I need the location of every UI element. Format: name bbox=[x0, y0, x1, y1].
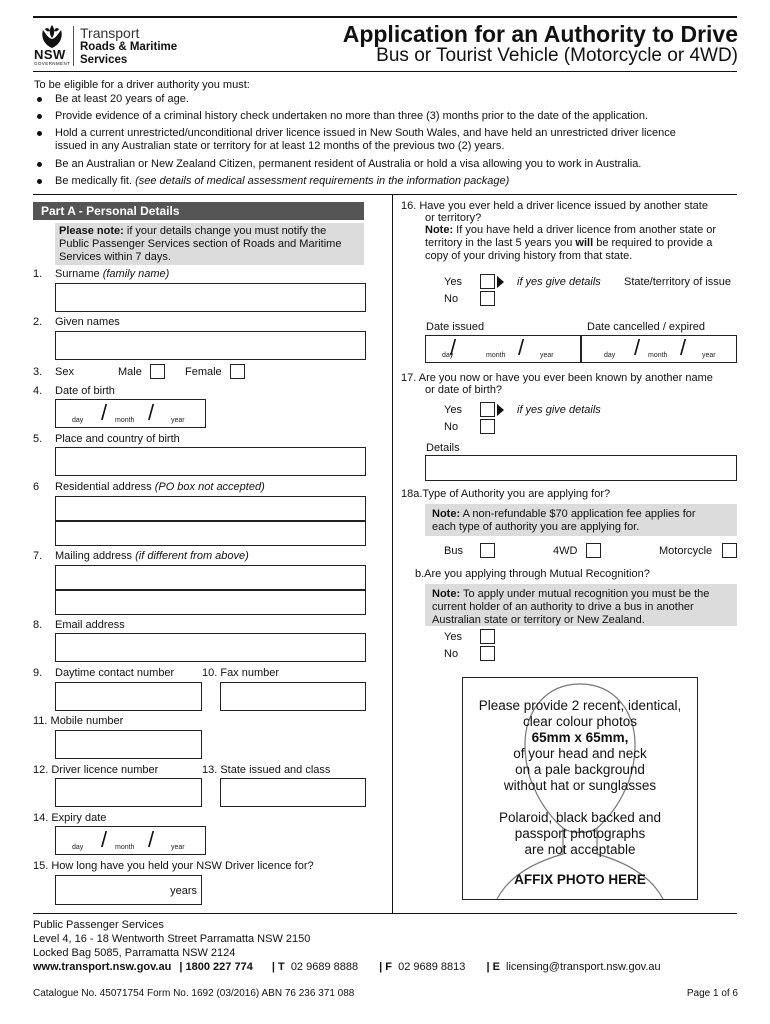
mailing-address-field-2[interactable] bbox=[55, 590, 366, 615]
year-hint: year bbox=[171, 844, 185, 851]
mailing-text: Mailing address bbox=[55, 550, 133, 562]
q2-number: 2. bbox=[33, 316, 43, 328]
state-territory-field[interactable] bbox=[624, 291, 737, 315]
motorcycle-label: Motorcycle bbox=[659, 545, 713, 557]
q16-note-line2 bbox=[425, 237, 712, 250]
eligibility-item-age: Be at least 20 years of age. bbox=[55, 93, 189, 105]
email-field[interactable] bbox=[55, 633, 366, 662]
mailing-address-label bbox=[55, 550, 249, 563]
email-label: Email address bbox=[55, 619, 125, 631]
day-hint: day bbox=[604, 352, 616, 359]
state-territory-label: State/territory of issue bbox=[624, 276, 731, 288]
date-separator: / bbox=[101, 400, 108, 425]
month-hint: month bbox=[115, 417, 135, 424]
surname-hint: (family name) bbox=[102, 268, 170, 280]
footer-website-link[interactable]: www.transport.nsw.gov.au bbox=[33, 961, 172, 973]
q17-yes-label: Yes bbox=[444, 404, 462, 416]
photo-line-8: passport photographs bbox=[514, 826, 646, 841]
day-hint: day bbox=[72, 417, 84, 424]
q18a-note-line2: each type of authority you are applying for. bbox=[432, 521, 640, 533]
logo-rms-line1: Roads & Maritime bbox=[80, 41, 178, 53]
bullet-icon bbox=[37, 162, 42, 167]
q1-number: 1. bbox=[33, 268, 43, 280]
birthplace-field[interactable] bbox=[55, 447, 366, 476]
residential-address-field-2[interactable] bbox=[55, 521, 366, 546]
q17-no-checkbox[interactable] bbox=[480, 419, 495, 434]
q18b-note-line1 bbox=[432, 588, 709, 601]
logo-rms-line2: Services bbox=[80, 54, 128, 66]
affix-photo-here: AFFIX PHOTO HERE bbox=[514, 872, 646, 887]
male-checkbox[interactable] bbox=[150, 364, 165, 379]
q18b-note-line3: Australian state or territory or New Zealand. bbox=[432, 614, 645, 626]
female-label: Female bbox=[185, 366, 222, 378]
male-label: Male bbox=[118, 366, 142, 378]
daytime-contact-field[interactable] bbox=[55, 682, 202, 711]
q16-no-label: No bbox=[444, 293, 459, 305]
arrow-right-icon bbox=[497, 404, 504, 416]
q16-yes-label: Yes bbox=[444, 276, 462, 288]
q16-note-line1 bbox=[425, 224, 716, 237]
q17-line1: 17. Are you now or have you ever been known by another name bbox=[401, 372, 713, 384]
year-hint: year bbox=[540, 352, 554, 359]
photo-instructions bbox=[463, 698, 697, 888]
year-hint: year bbox=[171, 417, 185, 424]
day-hint: day bbox=[72, 844, 84, 851]
eligibility-intro: To be eligible for a driver authority you must: bbox=[34, 79, 250, 91]
details-field[interactable] bbox=[425, 455, 737, 481]
q6-number: 6 bbox=[33, 481, 40, 493]
date-of-birth-field[interactable] bbox=[55, 399, 206, 428]
details-label: Details bbox=[426, 442, 460, 454]
driver-licence-number-field[interactable] bbox=[55, 778, 202, 807]
note-text: A non-refundable $70 application fee applies for bbox=[462, 508, 696, 520]
q7-number: 7. bbox=[33, 550, 43, 562]
fax-number-label: 10. Fax number bbox=[202, 667, 280, 679]
residential-hint: (PO box not accepted) bbox=[154, 481, 265, 493]
photo-line-5: on a pale background bbox=[515, 762, 645, 777]
q16-if-yes-label: if yes give details bbox=[517, 276, 601, 288]
q18b-note-line2: current holder of an authority to drive a bus in another bbox=[432, 601, 694, 613]
medical-note: (see details of medical assessment requirements in the information package) bbox=[135, 175, 510, 187]
note-label: Note: bbox=[425, 224, 454, 236]
q16-note-line3: copy of your driving history from that state. bbox=[425, 250, 633, 262]
photo-line-1: Please provide 2 recent, identical, bbox=[478, 698, 682, 713]
photo-line-7: Polaroid, black backed and bbox=[498, 810, 662, 825]
arrow-right-icon bbox=[497, 276, 504, 288]
note-text: be required to provide a bbox=[596, 237, 713, 249]
bullet-icon bbox=[37, 114, 42, 119]
surname-field[interactable] bbox=[55, 283, 366, 312]
footer-t-label: | T bbox=[271, 961, 285, 973]
footer-e-label: | E bbox=[486, 961, 500, 973]
photo-line-4: of your head and neck bbox=[513, 746, 647, 761]
q8-number: 8. bbox=[33, 619, 43, 631]
driver-licence-number-label: 12. Driver licence number bbox=[33, 764, 159, 776]
female-checkbox[interactable] bbox=[230, 364, 245, 379]
sex-label: Sex bbox=[55, 366, 74, 378]
date-issued-label: Date issued bbox=[426, 321, 485, 333]
photo-affix-area[interactable] bbox=[462, 677, 698, 900]
q17-line2: or date of birth? bbox=[425, 384, 503, 396]
eligibility-bottom-rule bbox=[33, 194, 737, 195]
expiry-date-field[interactable] bbox=[55, 826, 206, 855]
q16-line1: 16. Have you ever held a driver licence issued by another state bbox=[401, 200, 708, 212]
footer-email-link[interactable]: licensing@transport.nsw.gov.au bbox=[506, 961, 661, 973]
logo-transport-text: Transport bbox=[80, 25, 140, 41]
licence-duration-field[interactable] bbox=[55, 875, 202, 905]
fax-number-field[interactable] bbox=[220, 682, 366, 711]
q9-number: 9. bbox=[33, 667, 43, 679]
q16-no-checkbox[interactable] bbox=[480, 291, 495, 306]
date-separator: / bbox=[518, 335, 525, 360]
date-of-birth-label: Date of birth bbox=[55, 385, 115, 397]
page-title: Application for an Authority to Drive bbox=[342, 21, 738, 47]
footer-address-2: Locked Bag 5085, Parramatta NSW 2124 bbox=[33, 947, 236, 959]
footer-fax: 02 9689 8813 bbox=[398, 961, 466, 973]
eligibility-item-criminal-check: Provide evidence of a criminal history check undertaken no more than three (3) months prior to the date of the application. bbox=[55, 110, 649, 122]
note-label: Note: bbox=[432, 508, 461, 520]
date-separator: / bbox=[680, 335, 687, 360]
licence-duration-label: 15. How long have you held your NSW Driver licence for? bbox=[33, 860, 314, 872]
bullet-icon bbox=[37, 97, 42, 102]
day-hint: day bbox=[442, 352, 454, 359]
part-a-note-line1 bbox=[59, 225, 326, 238]
eligibility-item-licence-1: Hold a current unrestricted/unconditional driver licence issued in New South Wales, and have held an unrestricted driver licence bbox=[55, 127, 676, 139]
surname-label: Surname bbox=[55, 268, 100, 280]
date-cancelled-field[interactable] bbox=[581, 335, 737, 363]
eligibility-item-licence-2: issued in any Australian state or territory for at least 12 months of the previous two (2) years. bbox=[55, 140, 505, 152]
4wd-checkbox[interactable] bbox=[586, 543, 601, 558]
eligibility-item-citizenship: Be an Australian or New Zealand Citizen, permanent resident of Australia or hold a visa allowing you to work in Australia. bbox=[55, 158, 642, 170]
logo-divider bbox=[73, 26, 74, 66]
part-a-note-line2: Public Passenger Services section of Roads and Maritime bbox=[59, 238, 342, 250]
footer-contact-line bbox=[33, 961, 661, 974]
q16-line2: or territory? bbox=[425, 212, 482, 224]
note-text: If you have held a driver licence from another state or bbox=[456, 224, 717, 236]
footer-catalogue: Catalogue No. 45071754 Form No. 1692 (03/2016) ABN 76 236 371 088 bbox=[33, 988, 355, 999]
date-separator: / bbox=[450, 335, 457, 360]
given-names-label: Given names bbox=[55, 316, 120, 328]
state-issued-label: 13. State issued and class bbox=[202, 764, 331, 776]
photo-line-2: clear colour photos bbox=[522, 714, 638, 729]
photo-line-3: 65mm x 65mm, bbox=[531, 730, 629, 745]
footer-telephone: 02 9689 8888 bbox=[290, 961, 359, 973]
q18b-label: b.Are you applying through Mutual Recognition? bbox=[415, 568, 650, 580]
residential-address-field-1[interactable] bbox=[55, 496, 366, 521]
residential-text: Residential address bbox=[55, 481, 152, 493]
page-subtitle: Bus or Tourist Vehicle (Motorcycle or 4WD) bbox=[376, 45, 738, 66]
note-emphasis: will bbox=[575, 237, 594, 249]
q16-yes-checkbox[interactable] bbox=[480, 274, 495, 289]
date-separator: / bbox=[148, 827, 155, 852]
date-separator: / bbox=[634, 335, 641, 360]
q18b-yes-checkbox[interactable] bbox=[480, 629, 495, 644]
month-hint: month bbox=[486, 352, 506, 359]
q17-no-label: No bbox=[444, 421, 459, 433]
note-text: To apply under mutual recognition you must be the bbox=[462, 588, 710, 600]
mobile-number-label: 11. Mobile number bbox=[33, 715, 124, 727]
q4-number: 4. bbox=[33, 385, 43, 397]
photo-line-9: are not acceptable bbox=[524, 842, 636, 857]
note-text: if your details change you must notify the bbox=[126, 225, 327, 237]
note-label: Please note: bbox=[59, 225, 124, 237]
bullet-icon bbox=[37, 179, 42, 184]
4wd-label: 4WD bbox=[553, 545, 578, 557]
note-text: territory in the last 5 years you bbox=[425, 237, 573, 249]
q17-yes-checkbox[interactable] bbox=[480, 402, 495, 417]
footer-address-1: Level 4, 16 - 18 Wentworth Street Parramatta NSW 2150 bbox=[33, 933, 311, 945]
years-unit: years bbox=[170, 885, 197, 897]
logo-nsw-text: NSW bbox=[34, 47, 66, 62]
note-label: Note: bbox=[432, 588, 461, 600]
q1-label bbox=[55, 268, 169, 281]
date-issued-field[interactable] bbox=[425, 335, 581, 363]
bus-checkbox[interactable] bbox=[480, 543, 495, 558]
footer-top-rule bbox=[33, 913, 737, 914]
bus-label: Bus bbox=[444, 545, 463, 557]
mobile-number-field[interactable] bbox=[55, 730, 202, 759]
part-a-header bbox=[33, 202, 364, 220]
month-hint: month bbox=[648, 352, 668, 359]
q17-if-yes-label: if yes give details bbox=[517, 404, 601, 416]
q18b-no-label: No bbox=[444, 648, 459, 660]
logo-government-text: GOVERNMENT bbox=[34, 61, 71, 66]
date-cancelled-label: Date cancelled / expired bbox=[587, 321, 706, 333]
q18a-label: 18a.Type of Authority you are applying for? bbox=[401, 488, 611, 500]
header-bottom-rule bbox=[33, 71, 737, 72]
state-issued-field[interactable] bbox=[220, 778, 366, 807]
bullet-icon bbox=[37, 131, 42, 136]
q18a-note-line1 bbox=[432, 508, 696, 521]
motorcycle-checkbox[interactable] bbox=[722, 543, 737, 558]
daytime-contact-label: Daytime contact number bbox=[55, 667, 175, 679]
medical-text: Be medically fit. bbox=[55, 175, 133, 187]
residential-address-label bbox=[55, 481, 265, 494]
part-a-note-line3: Services within 7 days. bbox=[59, 251, 171, 263]
q18b-yes-label: Yes bbox=[444, 631, 462, 643]
date-separator: / bbox=[148, 400, 155, 425]
expiry-date-label: 14. Expiry date bbox=[33, 812, 107, 824]
footer-phone: | 1800 227 774 bbox=[179, 961, 253, 973]
top-rule bbox=[33, 16, 737, 18]
footer-f-label: | F bbox=[379, 961, 393, 973]
eligibility-item-medical bbox=[55, 175, 509, 188]
photo-line-6: without hat or sunglasses bbox=[503, 778, 657, 793]
given-names-field[interactable] bbox=[55, 331, 366, 360]
mailing-hint: (if different from above) bbox=[135, 550, 249, 562]
q3-number: 3. bbox=[33, 366, 43, 378]
year-hint: year bbox=[702, 352, 716, 359]
mailing-address-field-1[interactable] bbox=[55, 565, 366, 590]
part-a-heading: Part A - Personal Details bbox=[41, 204, 180, 218]
month-hint: month bbox=[115, 844, 135, 851]
column-divider bbox=[392, 195, 393, 913]
footer-org: Public Passenger Services bbox=[33, 919, 164, 931]
q18b-no-checkbox[interactable] bbox=[480, 646, 495, 661]
birthplace-label: Place and country of birth bbox=[55, 433, 180, 445]
date-separator: / bbox=[101, 827, 108, 852]
q5-number: 5. bbox=[33, 433, 43, 445]
page-number: Page 1 of 6 bbox=[686, 988, 738, 999]
